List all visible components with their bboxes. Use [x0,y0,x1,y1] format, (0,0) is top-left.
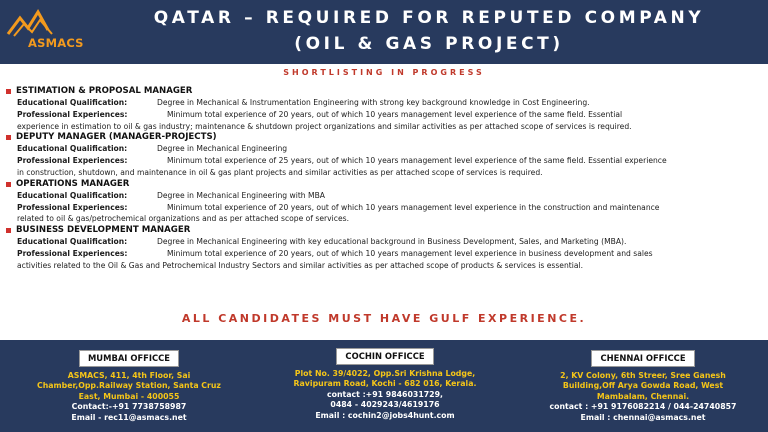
experience-row [6,109,762,121]
job-title-text: DEPUTY MANAGER (MANAGER-PROJECTS) [16,132,217,143]
office-email: Email : chennai@asmacs.net [580,412,706,422]
education-label: Educational Qualification: [17,237,128,247]
education-row [6,143,762,155]
experience-row [6,248,762,260]
experience-row [6,202,762,214]
office-address-line: 2, KV Colony, 6th Streer, Sree Ganesh [560,370,726,380]
education-row [6,190,762,202]
office-cochin [272,348,498,421]
job-title-text: OPERATIONS MANAGER [16,178,130,189]
office-address-line: Ravipuram Road, Kochi - 682 016, Kerala. [293,379,477,388]
education-label: Educational Qualification: [17,144,128,154]
job-item [6,86,762,132]
office-title: COCHIN OFFICCE [336,348,433,365]
job-item [6,132,762,178]
education-label: Educational Qualification: [17,190,128,200]
office-contact: Contact:-+91 7738758987 [71,402,187,411]
education-row [6,97,762,109]
page-title-line-2: (OIL & GAS PROJECT) [294,34,564,54]
office-address-line: ASMACS, 411, 4th Floor, Sai [67,370,191,380]
job-title-text: BUSINESS DEVELOPMENT MANAGER [16,225,191,236]
education-row [6,236,762,248]
job-listings [6,86,762,272]
office-address-line: Chamber,Opp.Railway Station, Santa Cruz [37,381,221,390]
bullet-square-icon [6,89,11,94]
education-label: Educational Qualification: [17,98,128,107]
experience-label: Professional Experiences: [17,202,128,212]
bullet-square-icon [6,135,11,140]
office-chennai [530,350,756,423]
job-item [6,225,762,271]
job-title [6,86,762,97]
office-email: Email : cochin2@jobs4hunt.com [315,410,455,420]
page-title-line-1: QATAR – REQUIRED FOR REPUTED COMPANY [153,8,705,28]
job-title [6,225,762,236]
gulf-experience-notice: ALL CANDIDATES MUST HAVE GULF EXPERIENCE. [181,312,587,325]
office-title: CHENNAI OFFICCE [591,350,694,367]
experience-continued: experience in estimation to oil & gas industry; maintenance & shutdown project organizations and similar activities as per attached scope of services is required. [17,121,632,131]
office-address-line: East, Mumbai - 400055 [78,391,180,401]
bullet-square-icon [6,228,11,233]
bullet-square-icon [6,182,11,187]
office-email: Email - rec11@asmacs.net [71,412,187,422]
office-address-line: Plot No. 39/4022, Opp.Sri Krishna Lodge, [294,368,476,378]
experience-value: Minimum total experience of 20 years, out of which 10 years management level experience in business development and sales [167,248,653,258]
experience-label: Professional Experiences: [17,156,128,166]
job-title [6,179,762,190]
logo-text: ASMACS [28,36,84,50]
experience-continued: related to oil & gas/petrochemical organizations and as per attached scope of services. [17,214,349,224]
footer-offices [0,340,768,432]
job-item [6,179,762,225]
office-address-line: Mambalam, Chennai. [596,391,690,401]
education-value: Degree in Mechanical Engineering [157,144,288,154]
office-mumbai [18,350,240,423]
office-title: MUMBAI OFFICCE [79,350,179,367]
office-contact: contact : +91 9176082214 / 044-24740857 [549,402,737,411]
header-banner [0,0,768,64]
office-contact: 0484 - 4029243/4619176 [330,400,440,409]
education-value: Degree in Mechanical Engineering with MBA [157,190,325,200]
experience-label: Professional Experiences: [17,248,128,258]
experience-continued: activities related to the Oil & Gas and Petrochemical Industry Sectors and similar activities as per attached scope of products & services is essential. [17,260,584,270]
experience-value: Minimum total experience of 20 years, out of which 10 years management level experience in the construction and maintenance [167,202,660,212]
education-value: Degree in Mechanical & Instrumentation Engineering with strong key background knowledge in Cost Engineering. [157,98,590,107]
experience-label: Professional Experiences: [17,109,128,119]
office-address-line: Building,Off Arya Gowda Road, West [562,381,724,390]
experience-value: Minimum total experience of 20 years, out of which 10 years management level experience of the same field. Essential [167,109,623,119]
experience-row [6,155,762,167]
office-contact: contact :+91 9846031729, [326,389,443,399]
experience-continued: in construction, shutdown, and maintenance in oil & gas plant projects and similar activities as per attached scope of services is required. [17,167,543,177]
job-title [6,132,762,143]
shortlisting-status: SHORTLISTING IN PROGRESS [283,68,485,77]
education-value: Degree in Mechanical Engineering with key educational background in Business Development, Sales, and Marketing (MBA). [157,237,627,247]
job-title-text: ESTIMATION & PROPOSAL MANAGER [16,86,193,96]
experience-value: Minimum total experience of 25 years, out of which 10 years management level experience of the same field. Essential experience [167,156,667,166]
